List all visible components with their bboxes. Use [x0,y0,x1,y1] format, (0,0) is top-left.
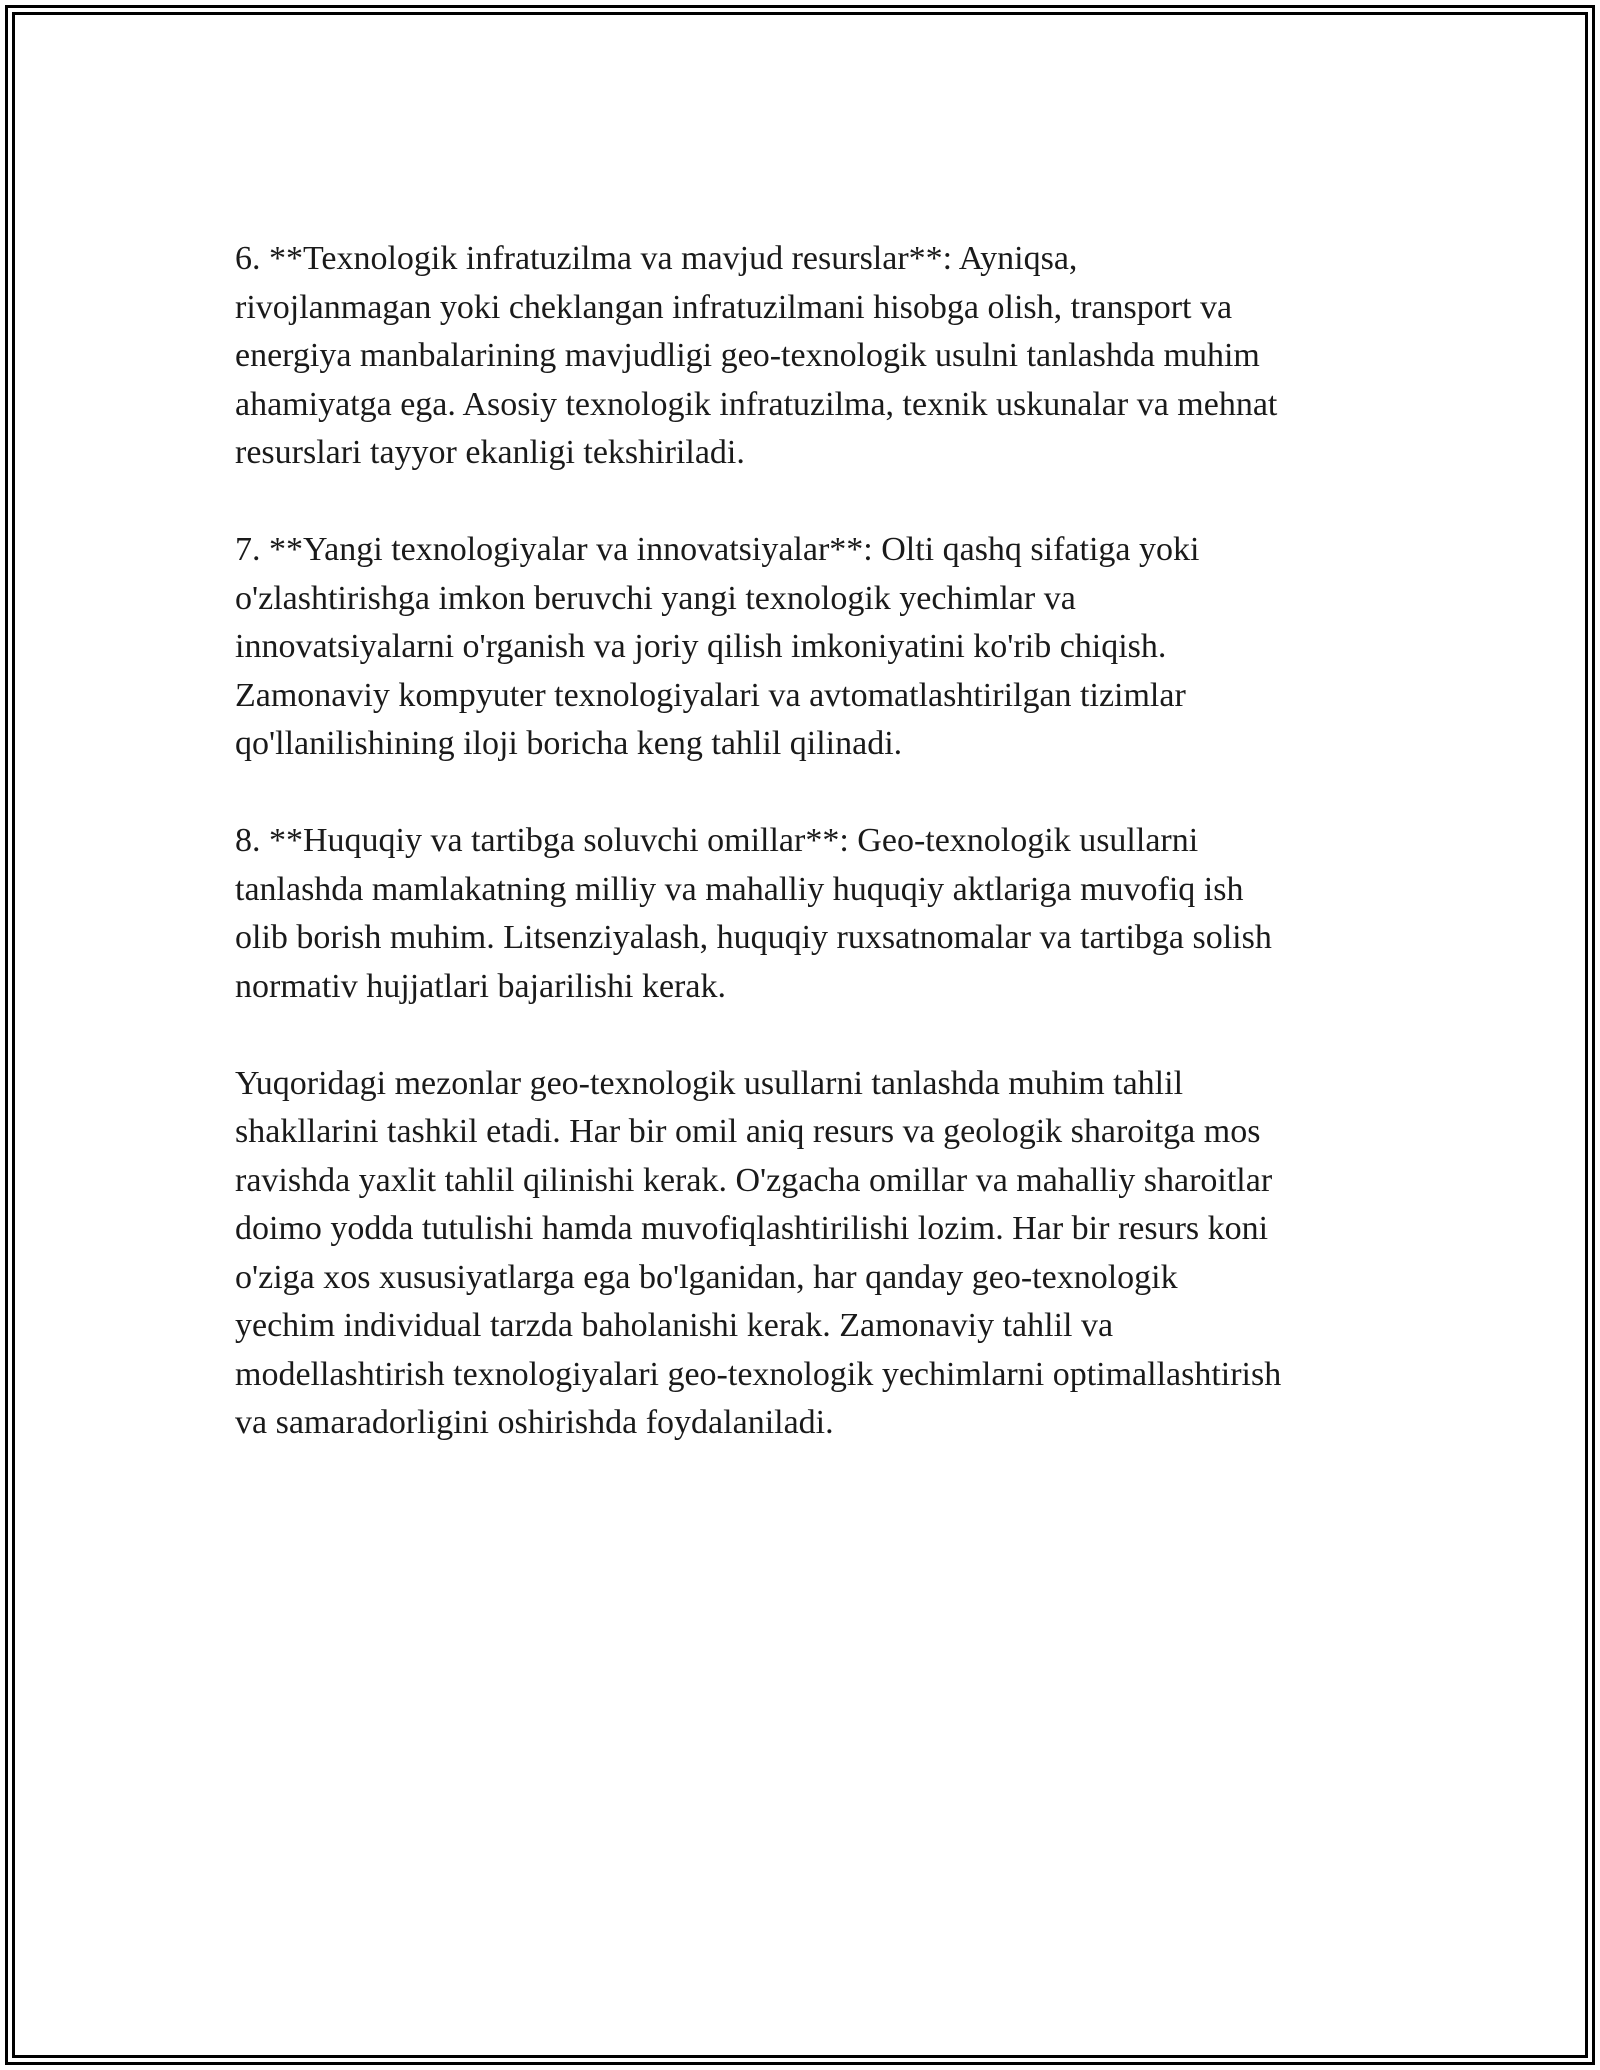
text-line: tanlashda mamlakatning milliy va mahalliy huquqiy aktlariga muvofiq ish [235,870,1244,908]
text-line: yechim individual tarzda baholanishi kerak. Zamonaviy tahlil va [235,1307,1114,1344]
document-body [235,235,1375,1496]
text-line: doimo yodda tutulishi hamda muvofiqlashtirilishi lozim. Har bir resurs koni [235,1210,1269,1247]
text-line: rivojlanmagan yoki cheklangan infratuzilmani hisobga olish, transport va [235,288,1233,326]
text-line: modellashtirish texnologiyalari geo-texnologik yechimlarni optimallashtirish [235,1355,1282,1393]
text-line: o'zlashtirishga imkon beruvchi yangi texnologik yechimlar va [235,579,1076,617]
text-line: 6. **Texnologik infratuzilma va mavjud resurslar**: Ayniqsa, [235,240,1078,277]
paragraph-conclusion [235,1060,1375,1448]
text-line: ravishda yaxlit tahlil qilinishi kerak. O'zgacha omillar va mahalliy sharoitlar [235,1161,1273,1199]
text-line: 7. **Yangi texnologiyalar va innovatsiyalar**: Olti qashq sifatiga yoki [235,531,1200,568]
text-line: qo'llanilishining iloji boricha keng tahlil qilinadi. [235,725,903,762]
text-line: innovatsiyalarni o'rganish va joriy qilish imkoniyatini ko'rib chiqish. [235,628,1167,665]
text-line: o'ziga xos xususiyatlarga ega bo'lganidan, har qanday geo-texnologik [235,1258,1178,1296]
text-line: resurslari tayyor ekanligi tekshiriladi. [235,434,745,471]
text-line: ahamiyatga ega. Asosiy texnologik infratuzilma, texnik uskunalar va mehnat [235,385,1278,423]
text-line: normativ hujjatlari bajarilishi kerak. [235,967,726,1005]
paragraph-legal-factors [235,817,1375,1011]
text-line: Zamonaviy kompyuter texnologiyalari va avtomatlashtirilgan tizimlar [235,676,1186,714]
text-line: Yuqoridagi mezonlar geo-texnologik usullarni tanlashda muhim tahlil [235,1064,1184,1102]
text-line: 8. **Huquqiy va tartibga soluvchi omillar**: Geo-texnologik usullarni [235,822,1199,859]
text-line: shakllarini tashkil etadi. Har bir omil aniq resurs va geologik sharoitga mos [235,1113,1261,1150]
text-line: olib borish muhim. Litsenziyalash, huquqiy ruxsatnomalar va tartibga solish [235,919,1272,956]
paragraph-infrastructure [235,235,1375,478]
text-line: energiya manbalarining mavjudligi geo-texnologik usulni tanlashda muhim [235,337,1260,374]
text-line: va samaradorligini oshirishda foydalaniladi. [235,1404,834,1441]
paragraph-innovations [235,526,1375,769]
